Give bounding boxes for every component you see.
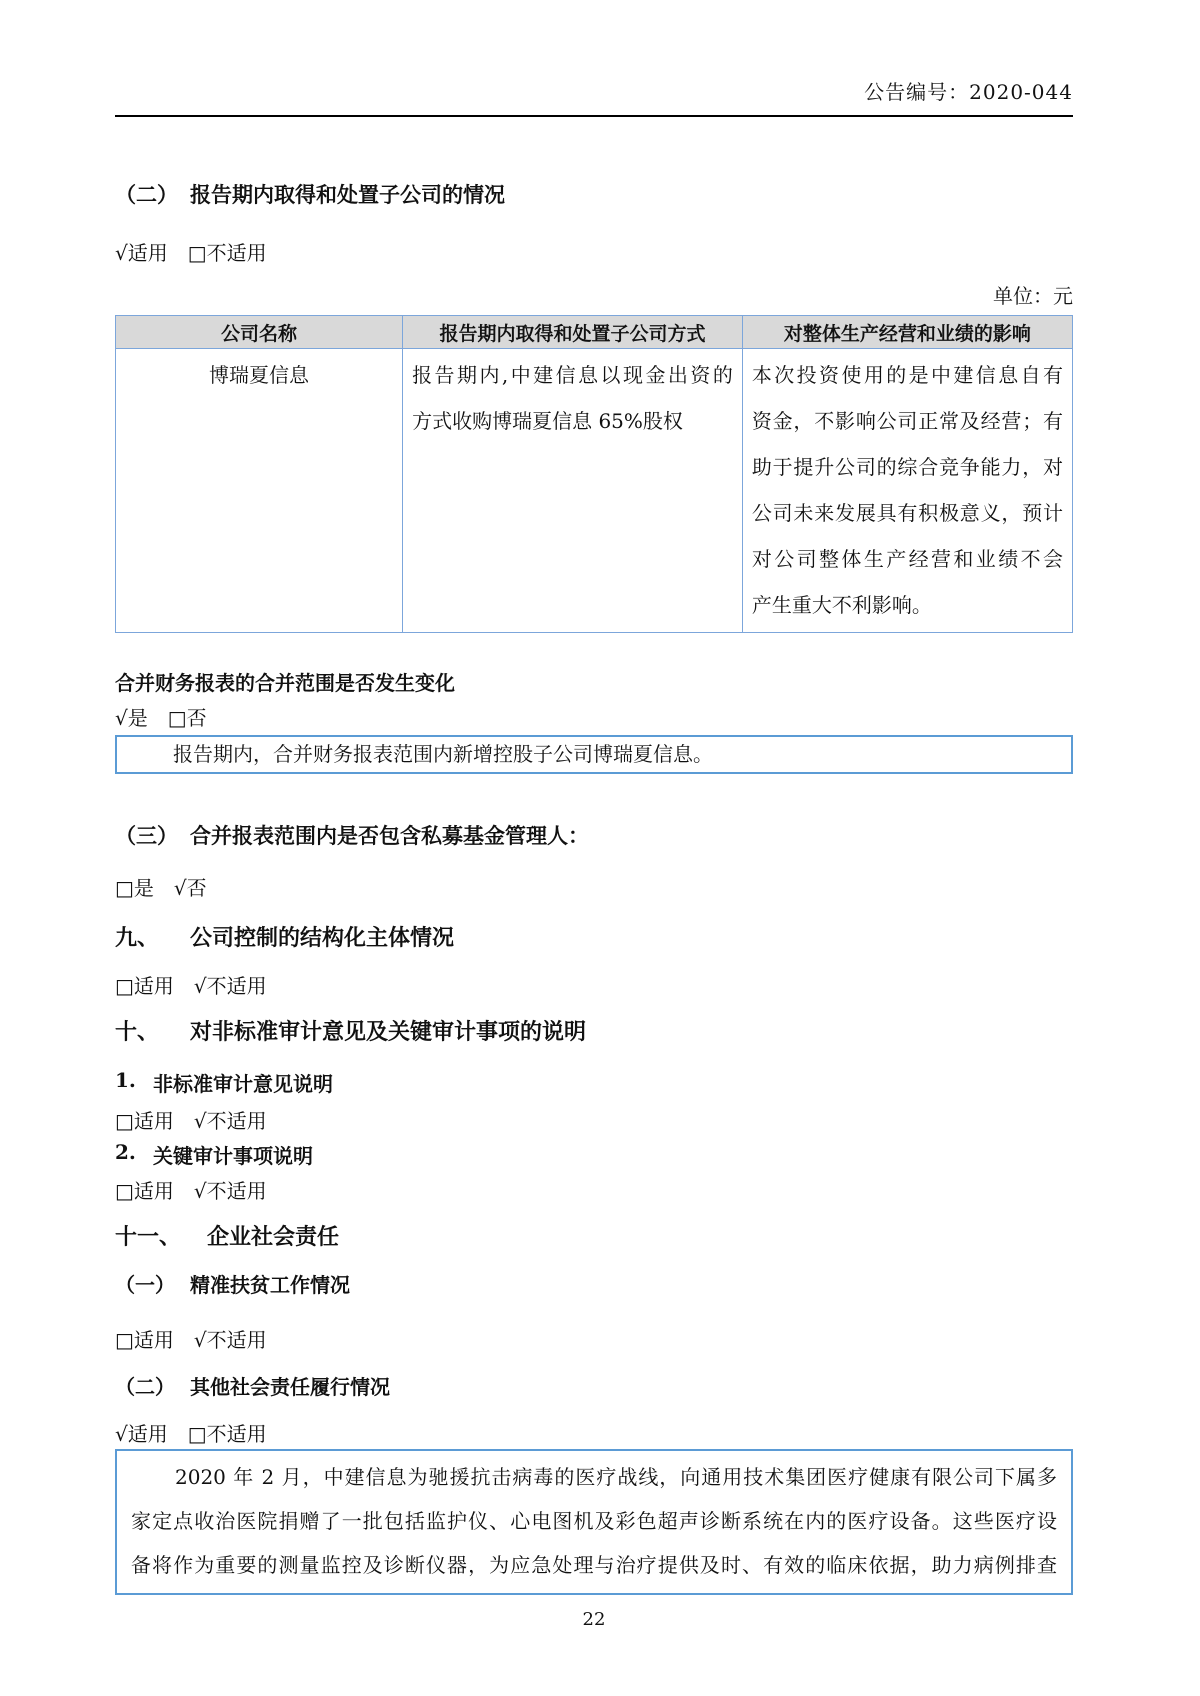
section-2-applicability: √适用 □不适用	[115, 241, 267, 265]
section-2-heading	[115, 179, 1073, 209]
col-header-impact: 对整体生产经营和业绩的影响	[742, 316, 1072, 349]
item-2-title: 关键审计事项说明	[153, 1144, 313, 1168]
merge-scope-note-box: 报告期内，合并财务报表范围内新增控股子公司博瑞夏信息。	[115, 735, 1073, 774]
social-responsibility-note-box	[115, 1449, 1073, 1595]
section-10-heading	[115, 1015, 1073, 1046]
section-9-applicability: □适用 √不适用	[115, 974, 267, 998]
impact-line: 公司未来发展具有积极意义，预计	[751, 501, 1063, 525]
sub-2-number: （二）	[115, 1375, 175, 1399]
impact-line: 助于提升公司的综合竞争能力，对	[751, 455, 1063, 479]
section-10-number: 十、	[115, 1020, 160, 1045]
item-1-heading	[115, 1068, 1073, 1097]
subsidiary-table	[115, 315, 1073, 633]
table-row	[116, 349, 1073, 633]
col-header-method: 报告期内取得和处置子公司方式	[403, 316, 743, 349]
item-2-number: 2.	[115, 1140, 136, 1164]
note-line: 家定点收治医院捐赠了一批包括监护仪、心电图机及彩色超声诊断系统在内的医疗设备。这些医疗设	[131, 1509, 1057, 1533]
section-9-title: 公司控制的结构化主体情况	[190, 926, 455, 951]
sub-1-applicability: □适用 √不适用	[115, 1328, 267, 1352]
impact-line: 资金，不影响公司正常及经营；有	[751, 409, 1063, 433]
impact-line: 对公司整体生产经营和业绩不会	[751, 547, 1063, 571]
sub-2-heading	[115, 1371, 1073, 1400]
section-2-title: 报告期内取得和处置子公司的情况	[190, 183, 505, 207]
page-number: 22	[582, 1609, 606, 1630]
section-10-title: 对非标准审计意见及关键审计事项的说明	[190, 1020, 587, 1045]
section-11-number: 十一、	[115, 1225, 182, 1250]
unit-label: 单位：元	[993, 284, 1073, 308]
note-line: 备将作为重要的测量监控及诊断仪器，为应急处理与治疗提供及时、有效的临床依据，助力病例排查	[131, 1553, 1057, 1577]
note-line: 2020 年 2 月，中建信息为驰援抗击病毒的医疗战线，向通用技术集团医疗健康有限公司下属多	[175, 1465, 1057, 1489]
section-11-title: 企业社会责任	[207, 1225, 340, 1250]
sub-1-title: 精准扶贫工作情况	[190, 1273, 350, 1297]
announcement-number: 公告编号：2020-044	[115, 76, 1073, 117]
cell-method	[403, 349, 743, 633]
item-1-title: 非标准审计意见说明	[153, 1072, 333, 1096]
section-2-number: （二）	[115, 183, 178, 207]
item-2-heading	[115, 1140, 1073, 1169]
merge-scope-question: 合并财务报表的合并范围是否发生变化	[115, 671, 455, 695]
col-header-company: 公司名称	[116, 316, 403, 349]
section-3-heading	[115, 820, 1073, 850]
impact-line: 本次投资使用的是中建信息自有	[751, 363, 1063, 387]
section-3-title: 合并报表范围内是否包含私募基金管理人：	[190, 824, 589, 848]
impact-line: 产生重大不利影响。	[751, 593, 932, 617]
section-3-number: （三）	[115, 824, 178, 848]
item-1-number: 1.	[115, 1068, 136, 1092]
item-1-applicability: □适用 √不适用	[115, 1109, 267, 1133]
section-11-heading	[115, 1220, 1073, 1251]
cell-impact	[742, 349, 1072, 633]
cell-company: 博瑞夏信息	[116, 349, 403, 633]
sub-1-heading	[115, 1269, 1073, 1298]
section-3-answer: □是 √否	[115, 876, 207, 900]
merge-scope-answer: √是 □否	[115, 706, 207, 730]
sub-1-number: （一）	[115, 1273, 175, 1297]
sub-2-applicability: √适用 □不适用	[115, 1422, 267, 1446]
table-header-row	[116, 316, 1073, 349]
sub-2-title: 其他社会责任履行情况	[190, 1375, 390, 1399]
method-line: 报告期内,中建信息以现金出资的	[412, 363, 733, 387]
method-line: 方式收购博瑞夏信息 65%股权	[412, 409, 683, 433]
section-9-number: 九、	[115, 926, 160, 951]
section-9-heading	[115, 921, 1073, 952]
item-2-applicability: □适用 √不适用	[115, 1179, 267, 1203]
